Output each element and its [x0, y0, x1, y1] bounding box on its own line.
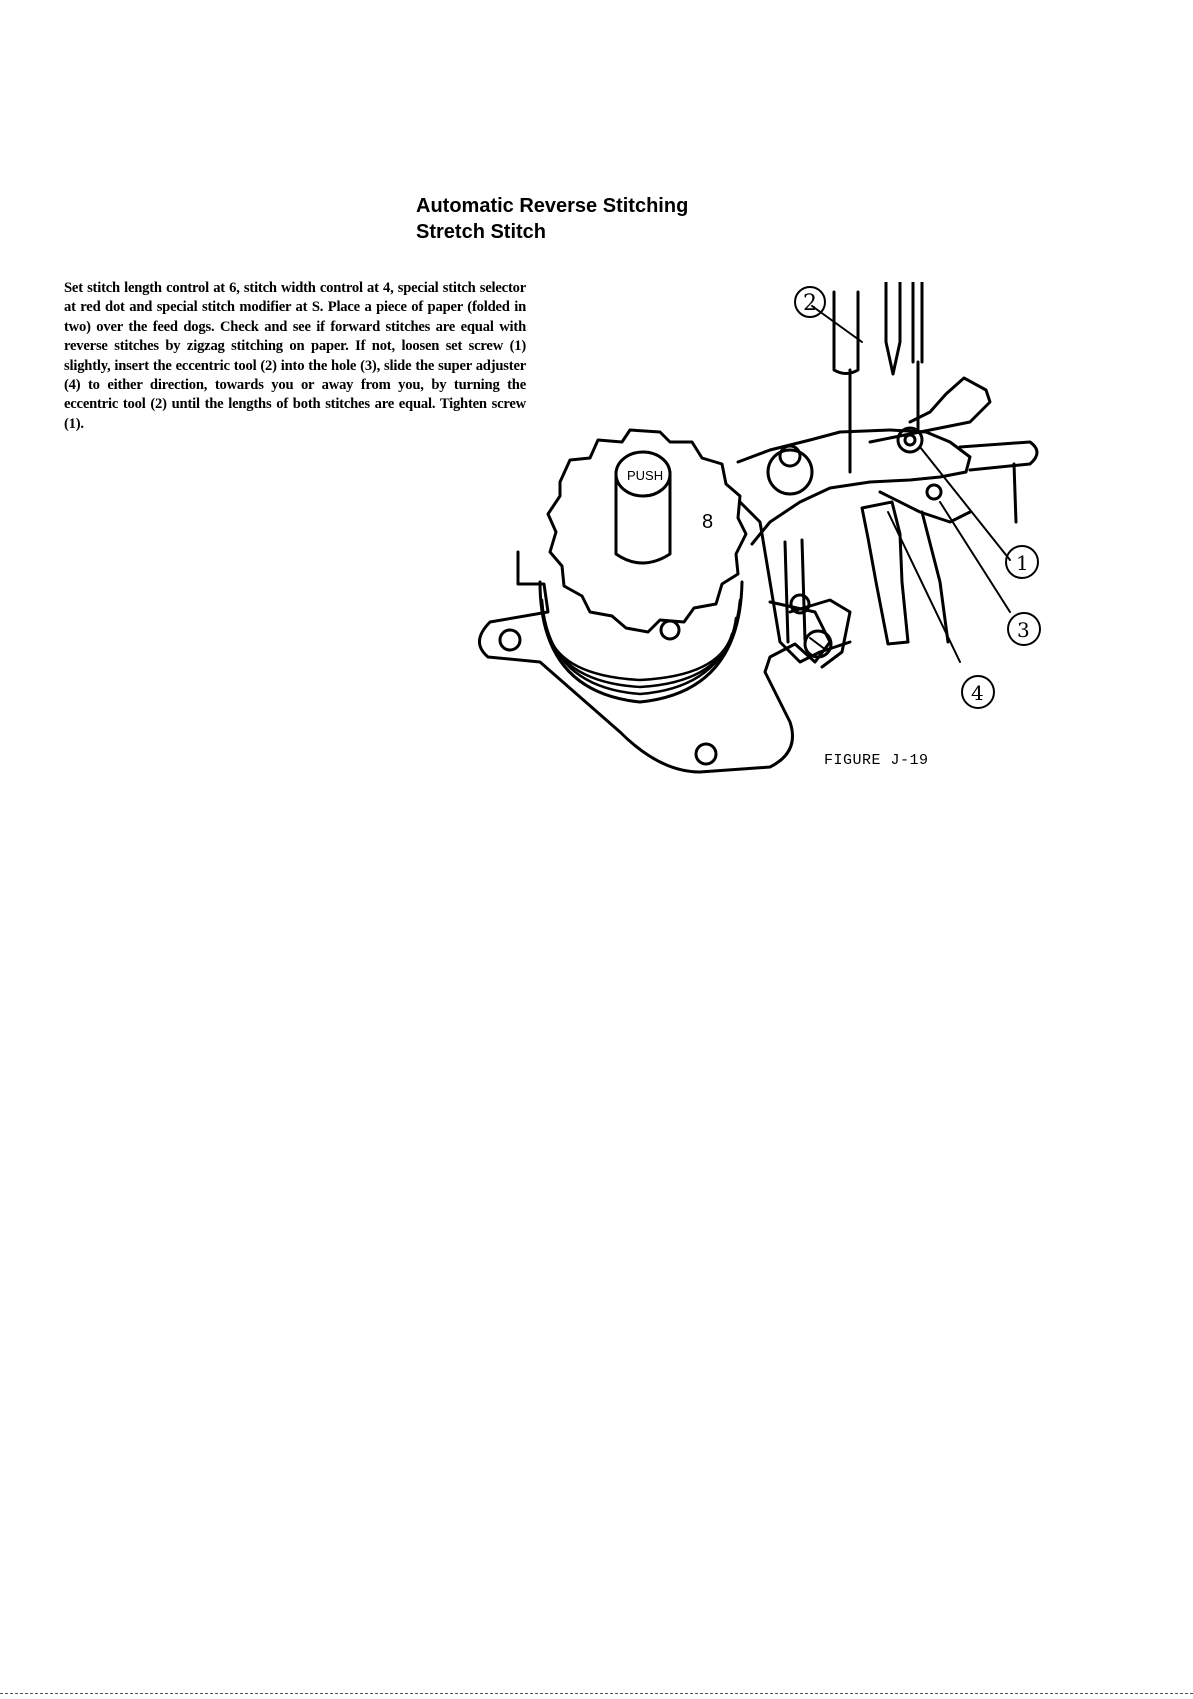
plate-hole-bottom — [696, 744, 716, 764]
page-edge-rule — [0, 1693, 1193, 1694]
plate-hole-left — [500, 630, 520, 650]
mechanism-body — [740, 502, 850, 662]
vertical-shaft-right — [802, 540, 805, 640]
callout-2 — [795, 287, 825, 317]
svg-text:1: 1 — [1016, 551, 1029, 575]
section-heading — [416, 193, 836, 245]
callout-4 — [962, 676, 994, 708]
super-adjuster — [862, 502, 908, 644]
svg-text:4: 4 — [971, 681, 984, 705]
push-label: PUSH — [627, 468, 664, 483]
heading-line-1: Automatic Reverse Stitching — [416, 195, 689, 217]
figure-caption: FIGURE J-19 — [824, 752, 929, 769]
instruction-paragraph: Set stitch length control at 6, stitch width control at 4, special stitch selector at red dot and special stitch modifier at S. Place a piece of paper (folded in two) over the feed dogs. Check and see if forward stitches are equal with reverse stitches by zigzag stitching on paper. If not, loosen set screw (1) slightly, insert the eccentric tool (2) into the hole (3), slide the super adjuster (4) to either direction, towards you or away from you, by turning the eccentric tool (2) until the lengths of both stitches are equal. Tighten screw (1). — [64, 280, 526, 432]
dial-number: 8 — [702, 511, 714, 533]
callout-3 — [1008, 613, 1040, 645]
leader-3 — [940, 502, 1010, 612]
callout-1 — [1006, 546, 1038, 578]
cam-post — [661, 621, 679, 639]
eccentric-tool — [886, 282, 900, 374]
svg-text:2: 2 — [803, 291, 817, 316]
adjust-hole — [927, 485, 941, 499]
vertical-shaft-left — [785, 542, 788, 642]
heading-line-2: Stretch Stitch — [416, 221, 547, 243]
pivot-knob — [768, 450, 812, 494]
mechanism-illustration — [470, 282, 1090, 802]
svg-text:3: 3 — [1017, 618, 1030, 642]
leader-2 — [812, 306, 862, 342]
